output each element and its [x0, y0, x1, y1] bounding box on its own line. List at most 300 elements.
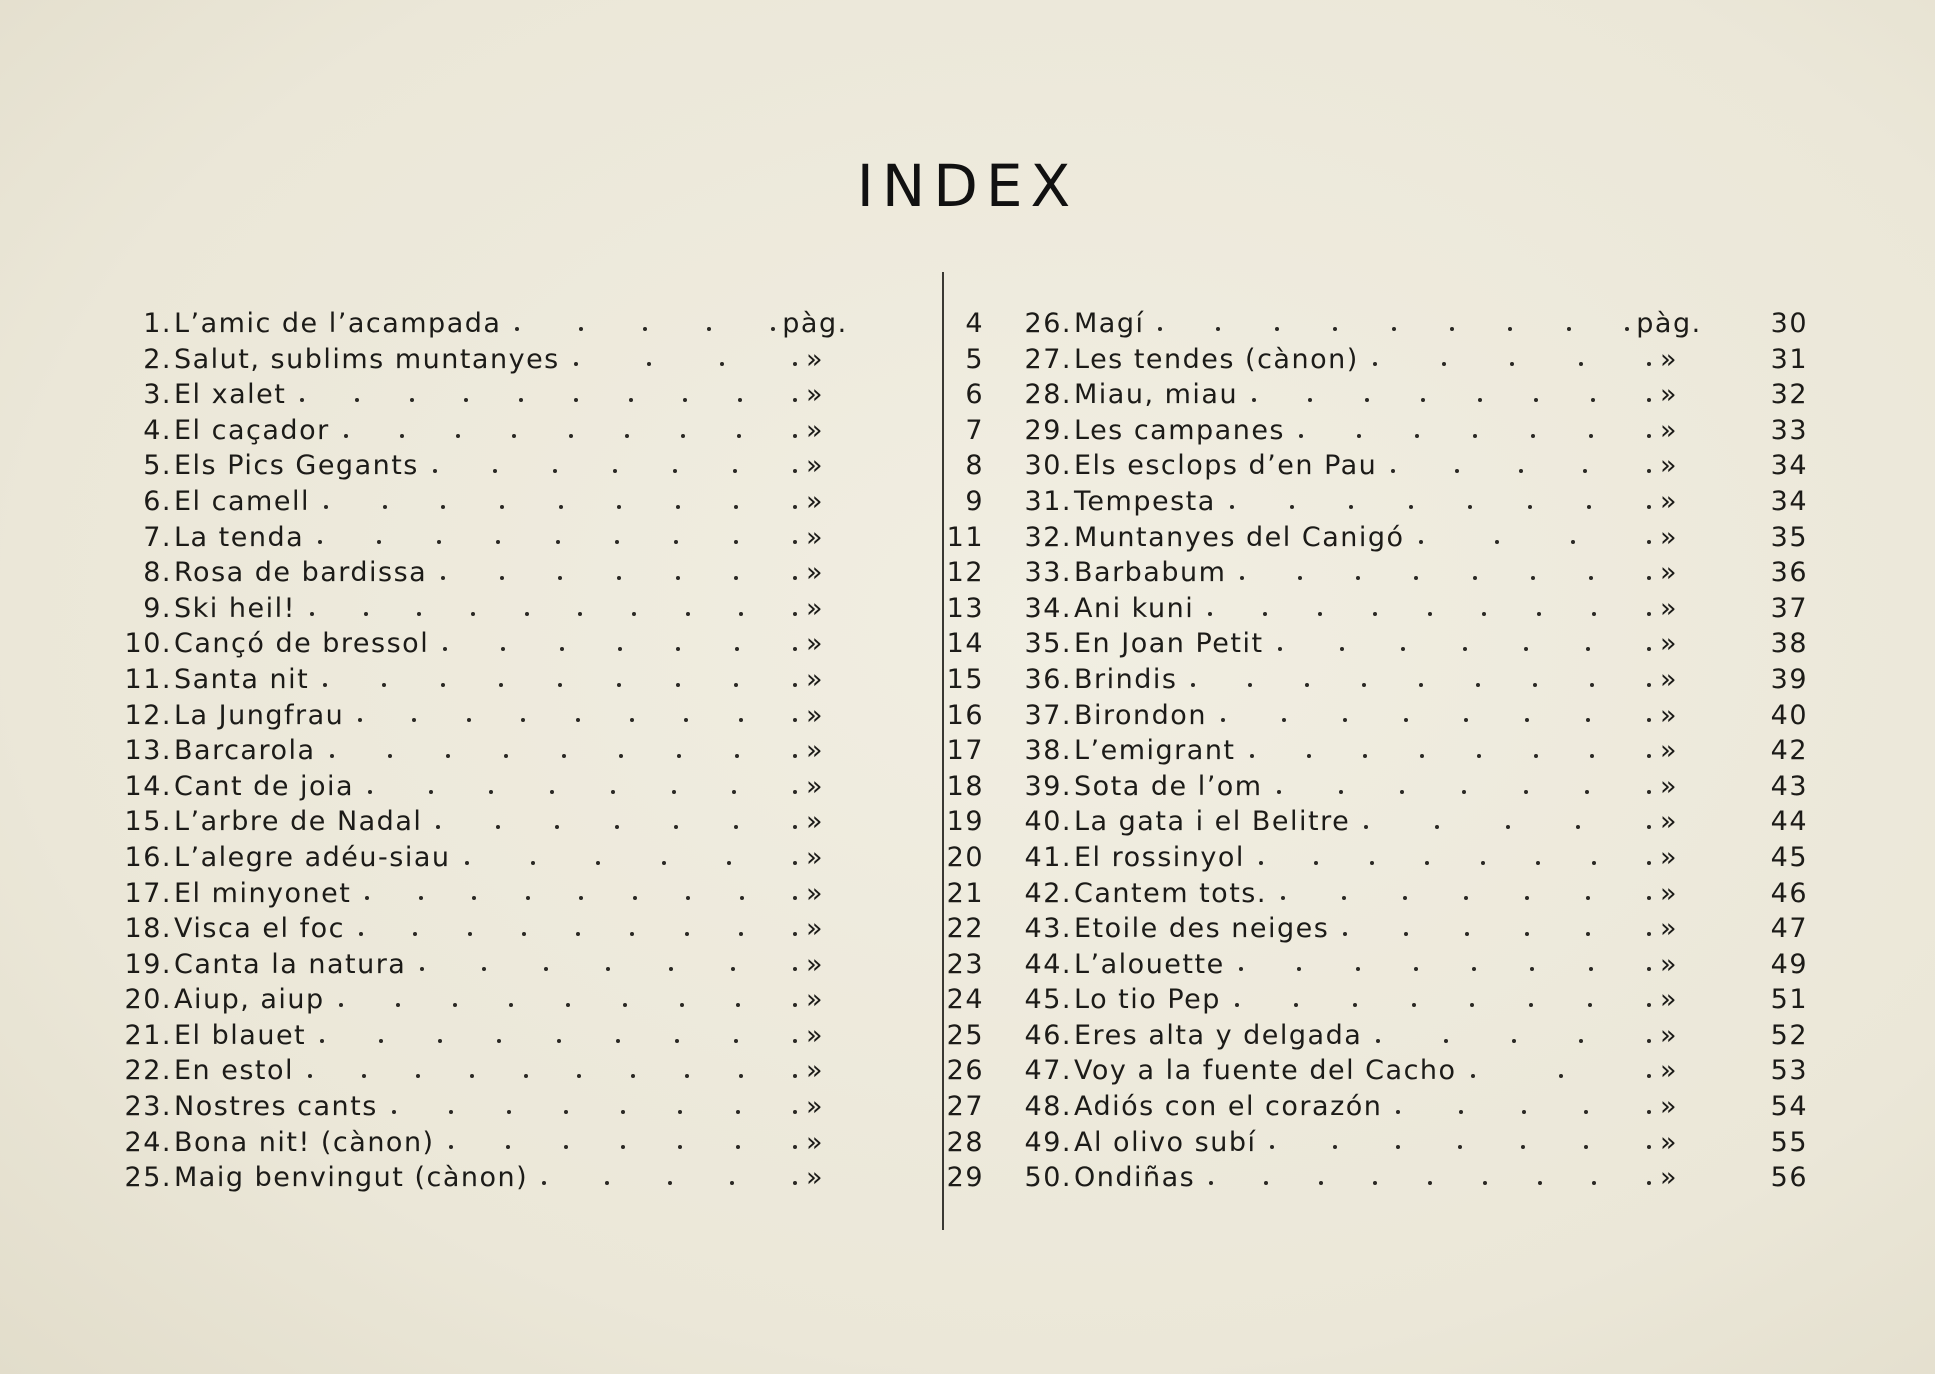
index-entry	[1018, 626, 1808, 662]
entry-page-number: 42	[1770, 735, 1808, 767]
leader-dot	[368, 790, 372, 794]
entry-page-number: 44	[1770, 806, 1808, 838]
leader-dot	[1392, 327, 1396, 331]
leader-dot	[525, 612, 529, 616]
leader-dot	[1158, 327, 1162, 331]
entry-title: Etoile des neiges	[1074, 913, 1330, 945]
leader-dot	[562, 754, 566, 758]
leader-dot	[681, 434, 685, 438]
index-entry	[118, 982, 984, 1018]
leader-dot	[739, 612, 743, 616]
leader-dot	[577, 1074, 581, 1078]
leader-dot	[574, 362, 578, 366]
entry-page-number: 32	[1770, 379, 1808, 411]
leader-dot	[1478, 398, 1482, 402]
leader-dot	[500, 505, 504, 509]
ditto-mark: »	[805, 806, 825, 838]
page-label: pàg.	[782, 308, 848, 339]
ditto-mark: »	[1659, 1091, 1679, 1123]
ditto-mark: »	[805, 877, 825, 909]
leader-dot	[1357, 434, 1361, 438]
leader-dot	[1275, 327, 1279, 331]
leader-dot	[631, 1074, 635, 1078]
entry-number: 8.	[143, 557, 172, 589]
leader-dot	[1250, 754, 1254, 758]
leader-dot	[1477, 754, 1481, 758]
leader-dot	[566, 1003, 570, 1007]
entry-number: 20.	[124, 984, 172, 1016]
leader-dot	[496, 825, 500, 829]
ditto-mark: »	[1659, 1055, 1679, 1087]
leader-dot	[1476, 683, 1480, 687]
entry-title: L’alouette	[1074, 948, 1225, 980]
index-entry	[1018, 413, 1808, 449]
leader-dot	[559, 505, 563, 509]
leader-dot	[1414, 576, 1418, 580]
leader-dot	[676, 683, 680, 687]
entry-page-number: 14	[946, 628, 984, 660]
leader-dot	[392, 1110, 396, 1114]
entry-page-number: 25	[946, 1019, 984, 1051]
leader-dot	[576, 932, 580, 936]
dot-leader	[542, 1160, 797, 1196]
leader-dot	[1590, 754, 1594, 758]
index-entry	[118, 769, 984, 805]
leader-dot	[379, 1039, 383, 1043]
leader-dot	[544, 967, 548, 971]
leader-dot	[1370, 861, 1374, 865]
leader-dot	[733, 469, 737, 473]
leader-dot	[564, 1110, 568, 1114]
leader-dot	[1415, 434, 1419, 438]
leader-dot	[433, 469, 437, 473]
leader-dot	[522, 932, 526, 936]
leader-dot	[738, 398, 742, 402]
ditto-mark: »	[1659, 806, 1679, 838]
index-entry	[1018, 1160, 1808, 1196]
entry-number: 34.	[1024, 592, 1072, 624]
entry-title: L’arbre de Nadal	[174, 806, 423, 838]
leader-dot	[1592, 1181, 1596, 1185]
entry-title: Canta la natura	[174, 948, 407, 980]
leader-dot	[558, 576, 562, 580]
leader-dot	[500, 576, 504, 580]
entry-title: Muntanyes del Canigó	[1074, 521, 1405, 553]
leader-dot	[1420, 754, 1424, 758]
leader-dot	[1583, 469, 1587, 473]
ditto-mark: »	[805, 770, 825, 802]
leader-dot	[1318, 612, 1322, 616]
entry-page-number: 7	[965, 414, 984, 446]
entry-page-number: 49	[1770, 948, 1808, 980]
entry-number: 6.	[143, 485, 172, 517]
leader-dot	[441, 576, 445, 580]
leader-dot	[1414, 967, 1418, 971]
leader-dot	[364, 612, 368, 616]
leader-dot	[382, 683, 386, 687]
leader-dot	[417, 612, 421, 616]
leader-dot	[613, 469, 617, 473]
entry-title: Barbabum	[1074, 557, 1227, 589]
leader-dot	[1277, 790, 1281, 794]
leader-dot	[615, 540, 619, 544]
leader-dot	[1589, 967, 1593, 971]
leader-dot	[1216, 327, 1220, 331]
entry-title: Els Pics Gegants	[174, 450, 419, 482]
entry-page-number: 34	[1770, 485, 1808, 517]
leader-dot	[496, 540, 500, 544]
ditto-mark: »	[1659, 343, 1679, 375]
leader-dot	[633, 896, 637, 900]
dot-leader	[515, 306, 775, 342]
leader-dot	[643, 327, 647, 331]
leader-dot	[1248, 683, 1252, 687]
leader-dot	[727, 861, 731, 865]
entry-title: Ani kuni	[1074, 592, 1195, 624]
leader-dot	[632, 612, 636, 616]
entry-number: 18.	[124, 913, 172, 945]
entry-number: 47.	[1024, 1055, 1072, 1087]
index-column-left	[118, 306, 984, 1196]
dot-leader	[574, 342, 797, 378]
entry-page-number: 36	[1770, 557, 1808, 589]
leader-dot	[521, 718, 525, 722]
entry-title: La tenda	[174, 521, 305, 553]
leader-dot	[1468, 505, 1472, 509]
entry-number: 22.	[124, 1055, 172, 1087]
index-entry	[118, 1018, 984, 1054]
leader-dot	[1349, 505, 1353, 509]
index-entry	[1018, 1125, 1808, 1161]
ditto-mark: »	[805, 343, 825, 375]
ditto-mark: »	[805, 485, 825, 517]
leader-dot	[555, 825, 559, 829]
leader-dot	[771, 327, 775, 331]
ditto-mark: »	[805, 663, 825, 695]
ditto-mark: »	[1659, 699, 1679, 731]
leader-dot	[531, 861, 535, 865]
leader-dot	[1425, 861, 1429, 865]
leader-dot	[1263, 612, 1267, 616]
leader-dot	[1281, 896, 1285, 900]
leader-dot	[1531, 576, 1535, 580]
index-entry	[1018, 698, 1808, 734]
entry-number: 41.	[1024, 841, 1072, 873]
leader-dot	[365, 896, 369, 900]
entry-page-number: 13	[946, 592, 984, 624]
entry-number: 12.	[124, 699, 172, 731]
ditto-mark: »	[1659, 663, 1679, 695]
leader-dot	[524, 1074, 528, 1078]
leader-dot	[720, 362, 724, 366]
leader-dot	[1391, 469, 1395, 473]
ditto-mark: »	[805, 557, 825, 589]
leader-dot	[1586, 932, 1590, 936]
leader-dot	[1534, 398, 1538, 402]
page-title: INDEX	[856, 152, 1079, 220]
entry-page-number: 29	[946, 1162, 984, 1194]
index-entry	[1018, 591, 1808, 627]
leader-dot	[1264, 1181, 1268, 1185]
dot-leader	[1277, 769, 1651, 805]
leader-dot	[630, 932, 634, 936]
dot-leader	[1230, 484, 1651, 520]
dot-leader	[324, 484, 797, 520]
dot-leader	[359, 911, 797, 947]
leader-dot	[1343, 932, 1347, 936]
page-label: pàg.	[1636, 308, 1702, 339]
leader-dot	[680, 1003, 684, 1007]
leader-dot	[515, 327, 519, 331]
leader-dot	[446, 754, 450, 758]
entry-number: 42.	[1024, 877, 1072, 909]
leader-dot	[1404, 932, 1408, 936]
leader-dot	[1364, 825, 1368, 829]
leader-dot	[606, 967, 610, 971]
dot-leader	[441, 555, 797, 591]
leader-dot	[1473, 576, 1477, 580]
leader-dot	[734, 576, 738, 580]
entry-title: L’amic de l’acampada	[174, 308, 502, 339]
leader-dot	[1524, 647, 1528, 651]
leader-dot	[668, 1181, 672, 1185]
entry-number: 14.	[124, 770, 172, 802]
dot-leader	[1270, 1125, 1651, 1161]
entry-page-number: 53	[1770, 1055, 1808, 1087]
entry-page-number: 9	[965, 485, 984, 517]
entry-page-number: 43	[1770, 770, 1808, 802]
entry-number: 11.	[124, 663, 172, 695]
entry-page-number: 52	[1770, 1019, 1808, 1051]
leader-dot	[669, 967, 673, 971]
index-entry	[1018, 484, 1808, 520]
entry-title: Salut, sublims muntanyes	[174, 343, 560, 375]
ditto-mark: »	[805, 735, 825, 767]
leader-dot	[482, 967, 486, 971]
entry-title: Tempesta	[1074, 485, 1216, 517]
dot-leader	[1209, 1160, 1651, 1196]
leader-dot	[499, 683, 503, 687]
ditto-mark: »	[805, 521, 825, 553]
leader-dot	[1342, 896, 1346, 900]
leader-dot	[569, 434, 573, 438]
dot-leader	[1364, 804, 1651, 840]
leader-dot	[449, 1145, 453, 1149]
leader-dot	[318, 540, 322, 544]
entry-title: Bona nit! (cànon)	[174, 1126, 435, 1158]
leader-dot	[1356, 967, 1360, 971]
dot-leader	[300, 377, 797, 413]
leader-dot	[1586, 896, 1590, 900]
leader-dot	[1464, 718, 1468, 722]
leader-dot	[437, 540, 441, 544]
leader-dot	[388, 754, 392, 758]
entry-page-number: 4	[965, 308, 984, 339]
entry-page-number: 35	[1770, 521, 1808, 553]
leader-dot	[605, 1181, 609, 1185]
dot-leader	[1396, 1089, 1651, 1125]
leader-dot	[438, 1039, 442, 1043]
entry-page-number: 30	[1770, 308, 1808, 339]
leader-dot	[1419, 540, 1423, 544]
leader-dot	[1259, 861, 1263, 865]
leader-dot	[1444, 1039, 1448, 1043]
leader-dot	[507, 1110, 511, 1114]
dot-leader	[1373, 342, 1651, 378]
entry-number: 19.	[124, 948, 172, 980]
leader-dot	[674, 540, 678, 544]
leader-dot	[1459, 1110, 1463, 1114]
leader-dot	[419, 896, 423, 900]
ditto-mark: »	[1659, 948, 1679, 980]
dot-leader	[330, 733, 797, 769]
index-entry	[1018, 947, 1808, 983]
leader-dot	[685, 932, 689, 936]
entry-title: Les tendes (cànon)	[1074, 343, 1359, 375]
leader-dot	[1472, 967, 1476, 971]
entry-page-number: 34	[1770, 450, 1808, 482]
leader-dot	[1529, 1003, 1533, 1007]
ditto-mark: »	[805, 1091, 825, 1123]
entry-number: 33.	[1024, 557, 1072, 589]
leader-dot	[1363, 754, 1367, 758]
leader-dot	[443, 647, 447, 651]
leader-dot	[1319, 1181, 1323, 1185]
entry-number: 37.	[1024, 699, 1072, 731]
leader-dot	[1592, 612, 1596, 616]
entry-number: 36.	[1024, 663, 1072, 695]
leader-dot	[1481, 861, 1485, 865]
entry-title: El caçador	[174, 414, 330, 446]
dot-leader	[1191, 662, 1651, 698]
leader-dot	[578, 612, 582, 616]
leader-dot	[355, 398, 359, 402]
leader-dot	[1209, 1181, 1213, 1185]
ditto-mark: »	[1659, 379, 1679, 411]
dot-leader	[1376, 1018, 1651, 1054]
entry-title: La gata i el Belitre	[1074, 806, 1351, 838]
leader-dot	[1483, 1181, 1487, 1185]
index-entry	[118, 377, 984, 413]
index-entry	[1018, 342, 1808, 378]
leader-dot	[1435, 825, 1439, 829]
dot-leader	[1299, 413, 1651, 449]
index-entry	[118, 484, 984, 520]
leader-dot	[1419, 683, 1423, 687]
entry-page-number: 21	[946, 877, 984, 909]
leader-dot	[1538, 1181, 1542, 1185]
leader-dot	[1591, 398, 1595, 402]
entry-title: Maig benvingut (cànon)	[174, 1162, 529, 1194]
index-entry	[1018, 804, 1808, 840]
leader-dot	[621, 1145, 625, 1149]
leader-dot	[1590, 683, 1594, 687]
leader-dot	[576, 718, 580, 722]
leader-dot	[734, 683, 738, 687]
dot-leader	[1281, 876, 1651, 912]
index-entry	[118, 626, 984, 662]
entry-page-number: 6	[965, 379, 984, 411]
leader-dot	[1412, 1003, 1416, 1007]
entry-number: 25.	[124, 1162, 172, 1194]
ditto-mark: »	[805, 1162, 825, 1194]
leader-dot	[579, 327, 583, 331]
ditto-mark: »	[1659, 735, 1679, 767]
leader-dot	[564, 1145, 568, 1149]
leader-dot	[396, 1003, 400, 1007]
ditto-mark: »	[1659, 628, 1679, 660]
leader-dot	[707, 327, 711, 331]
entry-page-number: 39	[1770, 663, 1808, 695]
leader-dot	[1521, 1145, 1525, 1149]
leader-dot	[734, 505, 738, 509]
leader-dot	[1278, 647, 1282, 651]
leader-dot	[1537, 612, 1541, 616]
entry-title: La Jungfrau	[174, 699, 345, 731]
ditto-mark: »	[805, 628, 825, 660]
leader-dot	[1450, 327, 1454, 331]
leader-dot	[579, 896, 583, 900]
entry-number: 2.	[143, 343, 172, 375]
leader-dot	[323, 683, 327, 687]
dot-leader	[1221, 698, 1651, 734]
leader-dot	[436, 825, 440, 829]
leader-dot	[506, 1145, 510, 1149]
entry-page-number: 40	[1770, 699, 1808, 731]
entry-number: 39.	[1024, 770, 1072, 802]
entry-title: Rosa de bardissa	[174, 557, 428, 589]
dot-leader	[1343, 911, 1651, 947]
leader-dot	[629, 398, 633, 402]
entry-number: 30.	[1024, 450, 1072, 482]
entry-title: Magí	[1074, 308, 1145, 339]
leader-dot	[441, 505, 445, 509]
index-entry	[118, 520, 984, 556]
leader-dot	[676, 505, 680, 509]
ditto-mark: »	[805, 913, 825, 945]
index-entry	[1018, 769, 1808, 805]
leader-dot	[1294, 1003, 1298, 1007]
leader-dot	[526, 896, 530, 900]
ditto-mark: »	[805, 699, 825, 731]
dot-leader	[449, 1125, 797, 1161]
leader-dot	[558, 683, 562, 687]
leader-dot	[383, 505, 387, 509]
ditto-mark: »	[1659, 913, 1679, 945]
leader-dot	[1464, 896, 1468, 900]
leader-dot	[574, 398, 578, 402]
entry-number: 9.	[143, 592, 172, 624]
leader-dot	[739, 718, 743, 722]
leader-dot	[1191, 683, 1195, 687]
leader-dot	[678, 1145, 682, 1149]
ditto-mark: »	[1659, 770, 1679, 802]
entry-number: 35.	[1024, 628, 1072, 660]
ditto-mark: »	[805, 379, 825, 411]
entry-number: 17.	[124, 877, 172, 909]
leader-dot	[1589, 576, 1593, 580]
leader-dot	[542, 1181, 546, 1185]
leader-dot	[1373, 1181, 1377, 1185]
entry-page-number: 18	[946, 770, 984, 802]
leader-dot	[736, 1145, 740, 1149]
entry-page-number: 24	[946, 984, 984, 1016]
index-entry	[1018, 662, 1808, 698]
leader-dot	[1404, 718, 1408, 722]
leader-dot	[619, 754, 623, 758]
leader-dot	[1625, 327, 1629, 331]
entry-number: 15.	[124, 806, 172, 838]
